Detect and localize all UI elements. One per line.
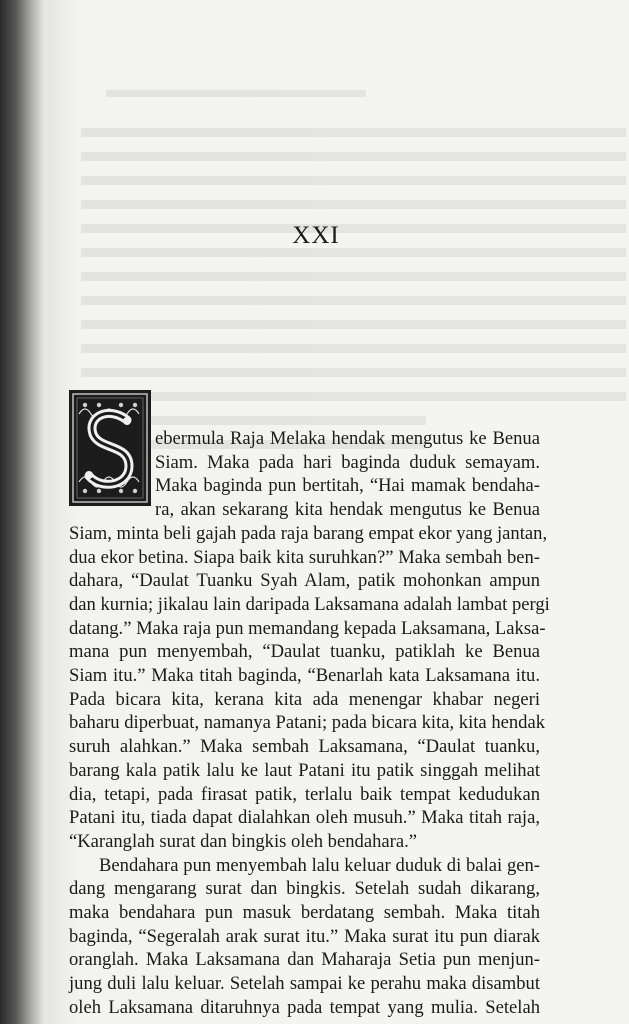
text-line: jung duli lalu keluar. Setelah sampai ke perahu maka disambut [69, 973, 540, 995]
text-line: Maka baginda pun bertitah, “Hai mamak bendaha- [155, 475, 540, 497]
text-line: suruh alahkan.” Maka sembah Laksamana, “Daulat tuanku, [69, 736, 540, 758]
text-line: Bendahara pun menyembah lalu keluar duduk di balai gen- [99, 854, 540, 876]
body-text [69, 427, 550, 1020]
text-line: dia, tetapi, pada firasat patik, terlalu baik tempat kedudukan [69, 783, 540, 805]
text-line: barang kala patik lalu ke laut Patani itu patik singgah melihat [69, 759, 540, 781]
text-line: ra, akan sekarang kita hendak mengutus ke Benua [155, 499, 540, 521]
text-line: maka bendahara pun masuk berdatang sembah. Maka titah [69, 902, 540, 924]
text-line: dan kurnia; jikalau lain daripada Laksamana adalah lambat pergi [69, 593, 550, 615]
text-line: Siam. Maka pada hari baginda duduk semayam. [155, 451, 540, 473]
text-line: Patani itu, tiada dapat dialahkan oleh musuh.” Maka titah raja, [69, 807, 540, 829]
text-line: Siam itu.” Maka titah baginda, “Benarlah kata Laksamana itu. [69, 665, 540, 687]
chapter-number: XXI [292, 222, 340, 249]
text-line: oranglah. Maka Laksamana dan Maharaja Setia pun menjun- [69, 949, 540, 971]
book-spine-shadow [0, 0, 44, 1024]
text-line: baginda, “Segeralah arak surat itu.” Maka surat itu pun diarak [69, 925, 540, 947]
text-line: dang mengarang surat dan bingkis. Setelah sudah dikarang, [69, 878, 540, 900]
text-line: ebermula Raja Melaka hendak mengutus ke Benua [155, 428, 540, 449]
text-line: dahara, “Daulat Tuanku Syah Alam, patik mohonkan ampun [69, 570, 540, 592]
text-line: Pada bicara kita, kerana kita ada menengar khabar negeri [69, 688, 540, 710]
paragraph-1 [69, 427, 550, 854]
text-line: baharu diperbuat, namanya Patani; pada bicara kita, kita hendak [69, 712, 546, 734]
text-line: dua ekor betina. Siapa baik kita suruhkan?” Maka sembah ben- [69, 546, 540, 568]
text-line: mana pun menyembah, “Daulat tuanku, patiklah ke Benua [69, 641, 540, 663]
text-line: “Karanglah surat dan bingkis oleh bendahara.” [69, 830, 417, 852]
text-line: datang.” Maka raja pun memandang kepada Laksamana, Laksa- [69, 617, 546, 639]
text-line: Siam, minta beli gajah pada raja barang empat ekor yang jantan, [69, 522, 548, 544]
paragraph-2 [69, 854, 540, 1020]
text-line: oleh Laksamana ditaruhnya pada tempat yang mulia. Setelah [69, 996, 540, 1018]
